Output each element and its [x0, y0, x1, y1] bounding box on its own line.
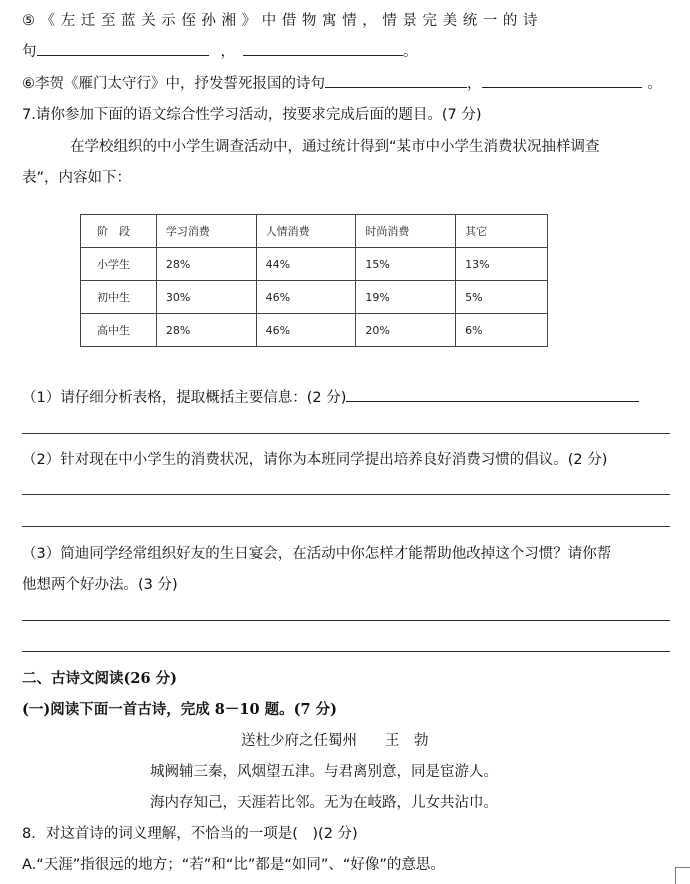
table-cell: 15% [356, 248, 456, 281]
subquestion-2: （2）针对现在中小学生的消费状况，请你为本班同学提出培养良好消费习惯的倡议。(2 分) [22, 452, 608, 468]
table-cell: 小学生 [81, 248, 157, 281]
table-cell: 6% [456, 314, 548, 347]
q7-intro-line1: 在学校组织的中小学生调查活动中，通过统计得到“某市中小学生消费状况抽样调查 [70, 139, 600, 155]
q5-number: ⑤ [22, 13, 41, 29]
subquestion-1-text: （1）请仔细分析表格，提取概括主要信息：(2 分) [22, 390, 347, 406]
q6-text: ⑥李贺《雁门太守行》中，抒发誓死报国的诗句 [22, 76, 325, 92]
table-cell: 28% [156, 248, 256, 281]
answer-line[interactable] [22, 526, 670, 527]
subquestion-1-answer-blank[interactable] [346, 386, 639, 402]
q6-end: 。 [647, 76, 662, 92]
table-cell: 44% [256, 248, 356, 281]
q6-answer-blank-1[interactable] [325, 72, 467, 88]
table-header-row [81, 215, 548, 248]
subquestion-1 [22, 386, 639, 407]
answer-line[interactable] [22, 620, 670, 621]
section-part-heading: (一)阅读下面一首古诗，完成 8－10 题。(7 分) [22, 701, 337, 718]
answer-line[interactable] [22, 651, 670, 652]
q5-separator: ， [220, 44, 235, 60]
table-header-cell: 阶 段 [81, 215, 157, 248]
q5-line2 [22, 40, 418, 61]
table-cell: 30% [156, 281, 256, 314]
table-header-cell: 其它 [456, 215, 548, 248]
table-cell: 46% [256, 281, 356, 314]
q7-intro-line2: 表”，内容如下： [22, 170, 132, 186]
q6-line [22, 72, 662, 93]
table-cell: 28% [156, 314, 256, 347]
table-cell: 46% [256, 314, 356, 347]
poem-author: 王 勃 [385, 733, 429, 749]
table-row [81, 248, 548, 281]
q5-answer-blank-1[interactable] [37, 40, 209, 56]
answer-line[interactable] [22, 433, 670, 434]
poem-line-1: 城阙辅三秦，风烟望五津。与君离别意，同是宦游人。 [150, 764, 498, 780]
subquestion-3-line2: 他想两个好办法。(3 分) [22, 577, 178, 593]
table-cell: 13% [456, 248, 548, 281]
table-cell: 19% [356, 281, 456, 314]
table-cell: 高中生 [81, 314, 157, 347]
poem-title: 送杜少府之任蜀州 [241, 733, 357, 749]
table-header-cell: 人情消费 [256, 215, 356, 248]
table-cell: 初中生 [81, 281, 157, 314]
table-row [81, 314, 548, 347]
poem-title-line [241, 729, 429, 750]
q5-end: 。 [403, 44, 418, 60]
consumption-survey-table [80, 214, 548, 347]
table-header-cell: 时尚消费 [356, 215, 456, 248]
q6-separator: ， [467, 76, 482, 92]
section-heading: 二、古诗文阅读(26 分) [22, 670, 177, 687]
q5-answer-blank-2[interactable] [243, 40, 403, 56]
subquestion-3-line1: （3）简迪同学经常组织好友的生日宴会，在活动中你怎样才能帮助他改掉这个习惯？请你帮 [22, 546, 612, 562]
table-row [81, 281, 548, 314]
table-header-cell: 学习消费 [156, 215, 256, 248]
table-cell: 5% [456, 281, 548, 314]
table-cell: 20% [356, 314, 456, 347]
answer-line[interactable] [22, 494, 670, 495]
q5-line1 [22, 9, 543, 30]
q5-text: 《左迁至蓝关示侄孙湘》中借物寓情，情景完美统一的诗 [40, 13, 544, 29]
q6-answer-blank-2[interactable] [482, 72, 642, 88]
q7-title: 7.请你参加下面的语文综合性学习活动，按要求完成后面的题目。(7 分) [22, 107, 482, 123]
q8-option-a[interactable]: A.“天涯”指很远的地方；“若”和“比”都是“如同”、“好像”的意思。 [22, 857, 445, 873]
q5-line2-start: 句 [22, 44, 37, 60]
page-corner-mark [675, 867, 690, 884]
poem-line-2: 海内存知己，天涯若比邻。无为在岐路，儿女共沾巾。 [150, 795, 498, 811]
q8-question: 8．对这首诗的词义理解，不恰当的一项是( )(2 分) [22, 826, 358, 842]
